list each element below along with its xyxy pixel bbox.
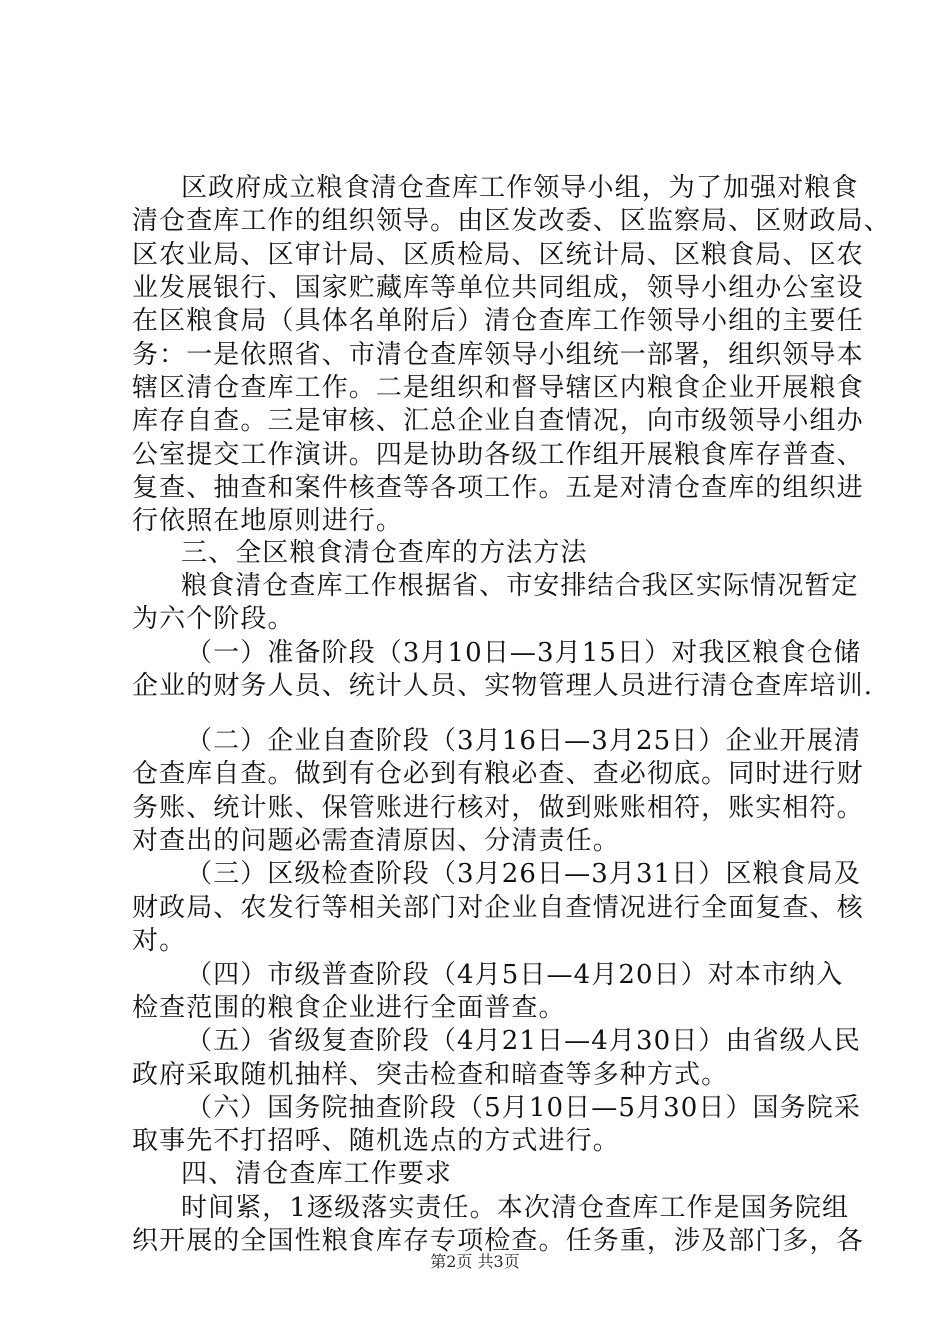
text-line: 行依照在地原则进行。: [132, 506, 404, 536]
text-line: 对查出的问题必需查清原因、分清责任。: [132, 826, 620, 856]
text-line: 库存自查。三是审核、汇总企业自查情况，向市级领导小组办: [132, 406, 864, 436]
text-line: 清仓查库工作的组织领导。由区发改委、区监察局、区财政局、: [132, 206, 891, 236]
text-line: 检查范围的粮食企业进行全面普查。: [132, 993, 566, 1023]
section-heading: 三、全区粮食清仓查库的方法方法: [181, 538, 588, 568]
text-line: 复查、抽查和案件核查等各项工作。五是对清仓查库的组织进: [132, 473, 864, 503]
text-line: 区政府成立粮食清仓查库工作领导小组，为了加强对粮食: [181, 173, 859, 203]
text-line: 辖区清仓查库工作。二是组织和督导辖区内粮食企业开展粮食: [132, 373, 864, 403]
text-line: 业发展银行、国家贮藏库等单位共同组成，领导小组办公室设: [132, 273, 864, 303]
text-line: （五）省级复查阶段（4月21日—4月30日）由省级人民: [186, 1026, 861, 1056]
text-line: 务账、统计账、保管账进行核对，做到账账相符，账实相符。: [132, 793, 864, 823]
text-line: 财政局、农发行等相关部门对企业自查情况进行全面复查、核: [132, 893, 864, 923]
text-line: 企业的财务人员、统计人员、实物管理人员进行清仓查库培训.: [132, 671, 874, 701]
text-line: 区农业局、区审计局、区质检局、区统计局、区粮食局、区农: [132, 240, 864, 270]
text-line: （二）企业自查阶段（3月16日—3月25日）企业开展清: [186, 726, 861, 756]
text-line: （一）准备阶段（3月10日—3月15日）对我区粮食仓储: [186, 638, 861, 668]
text-line: 务：一是依照省、市清仓查库领导小组统一部署，组织领导本: [132, 340, 864, 370]
text-line: 取事先不打招呼、随机选点的方式进行。: [132, 1126, 620, 1156]
text-line: （六）国务院抽查阶段（5月10日—5月30日）国务院采: [186, 1093, 861, 1123]
section-heading: 四、清仓查库工作要求: [181, 1159, 453, 1189]
text-line: 公室提交工作演讲。四是协助各级工作组开展粮食库存普查、: [132, 440, 864, 470]
text-line: 在区粮食局（具体名单附后）清仓查库工作领导小组的主要任: [132, 306, 864, 336]
text-line: 政府采取随机抽样、突击检查和暗查等多种方式。: [132, 1060, 729, 1090]
text-line: 为六个阶段。: [132, 604, 295, 634]
text-line: 对。: [132, 926, 187, 956]
text-line: 粮食清仓查库工作根据省、市安排结合我区实际情况暂定: [181, 571, 859, 601]
text-line: （四）市级普查阶段（4月5日—4月20日）对本市纳入: [186, 960, 844, 990]
text-line: （三）区级检查阶段（3月26日—3月31日）区粮食局及: [186, 859, 861, 889]
text-line: 仓查库自查。做到有仓必到有粮必查、查必彻底。同时进行财: [132, 759, 864, 789]
text-line: 时间紧，1逐级落实责任。本次清仓查库工作是国务院组: [181, 1193, 850, 1223]
text-line: 织开展的全国性粮食库存专项检查。任务重，涉及部门多，各: [132, 1226, 864, 1256]
page-footer: 第2页 共3页: [430, 1252, 520, 1271]
